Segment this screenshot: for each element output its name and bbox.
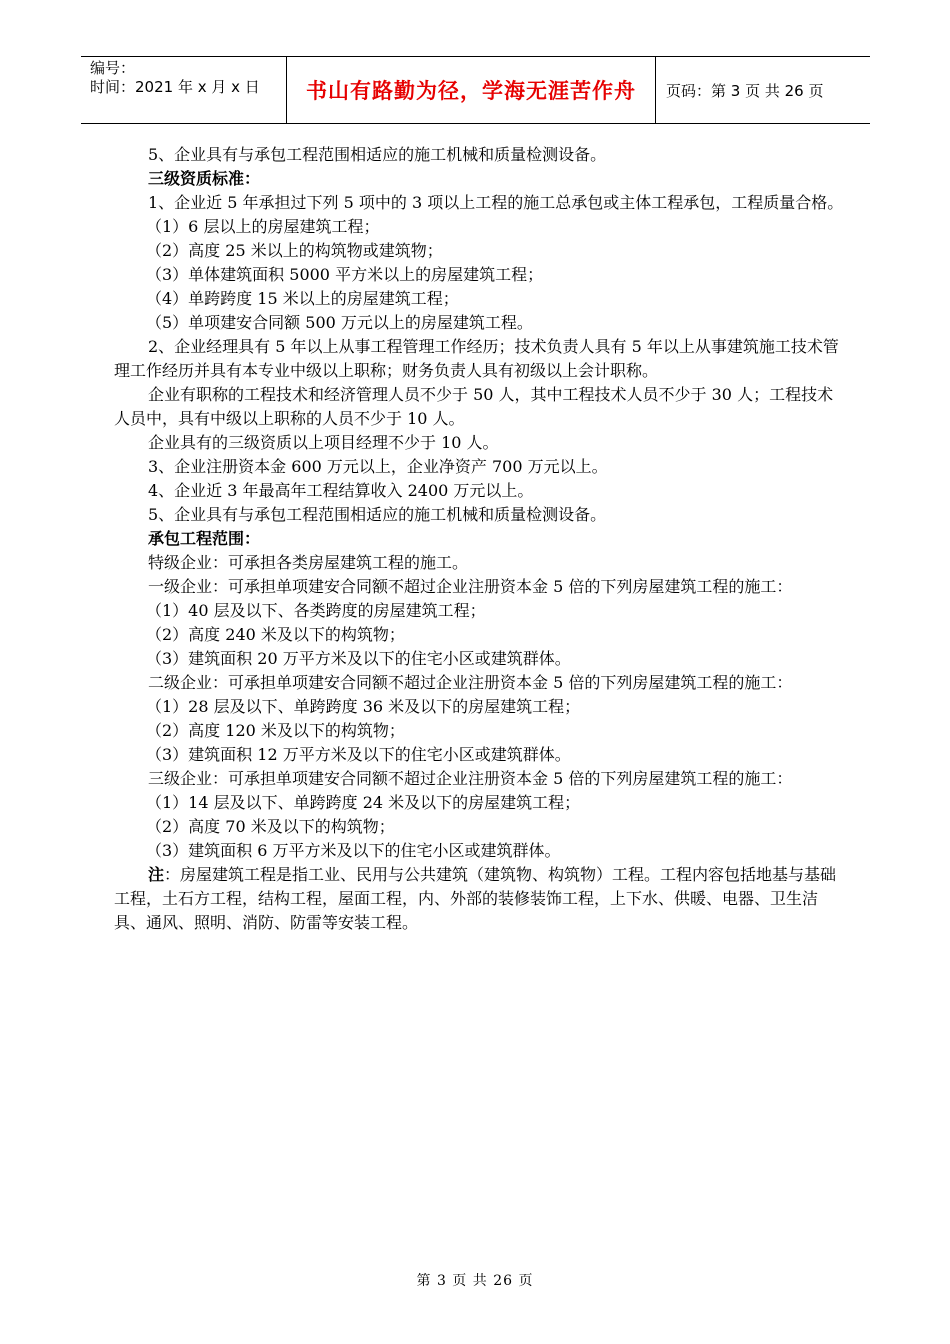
note-text: ：房屋建筑工程是指工业、民用与公共建筑（建筑物、构筑物）工程。工程内容包括地基与基础工程，土石方工程，结构工程，屋面工程，内、外部的装修装饰工程，上下水、供暖、电器、卫生洁具、通风、照明、消防、防雷等安装工程。	[114, 865, 837, 932]
paragraph: 企业有职称的工程技术和经济管理人员不少于 50 人，其中工程技术人员不少于 30 人；工程技术人员中，具有中级以上职称的人员不少于 10 人。	[114, 385, 834, 428]
paragraph: （1）6 层以上的房屋建筑工程；	[146, 217, 380, 236]
paragraph: 5、企业具有与承包工程范围相适应的施工机械和质量检测设备。	[148, 145, 607, 164]
paragraph: （3）建筑面积 6 万平方米及以下的住宅小区或建筑群体。	[146, 841, 561, 860]
section-heading: 承包工程范围：	[148, 529, 261, 548]
document-time: 时间：2021 年 x 月 x 日	[90, 78, 260, 96]
page-header	[81, 56, 870, 124]
paragraph: （3）单体建筑面积 5000 平方米以上的房屋建筑工程；	[146, 265, 544, 284]
paragraph: 三级企业：可承担单项建安合同额不超过企业注册资本金 5 倍的下列房屋建筑工程的施工：	[148, 769, 793, 788]
paragraph: （2）高度 70 米及以下的构筑物；	[146, 817, 395, 836]
paragraph: 2、企业经理具有 5 年以上从事工程管理工作经历；技术负责人具有 5 年以上从事建筑施工技术管理工作经历并具有本专业中级以上职称；财务负责人具有初级以上会计职称。	[114, 337, 839, 380]
note-label: 注	[148, 865, 165, 884]
paragraph: （1）28 层及以下、单跨跨度 36 米及以下的房屋建筑工程；	[146, 697, 581, 716]
paragraph: （2）高度 240 米及以下的构筑物；	[146, 625, 405, 644]
paragraph: 1、企业近 5 年承担过下列 5 项中的 3 项以上工程的施工总承包或主体工程承包，工程质量合格。	[148, 193, 844, 212]
paragraph: 特级企业：可承担各类房屋建筑工程的施工。	[148, 553, 469, 572]
paragraph: （2）高度 120 米及以下的构筑物；	[146, 721, 405, 740]
paragraph: （1）14 层及以下、单跨跨度 24 米及以下的房屋建筑工程；	[146, 793, 581, 812]
paragraph: （3）建筑面积 20 万平方米及以下的住宅小区或建筑群体。	[146, 649, 571, 668]
paragraph: 二级企业：可承担单项建安合同额不超过企业注册资本金 5 倍的下列房屋建筑工程的施工：	[148, 673, 793, 692]
paragraph: （4）单跨跨度 15 米以上的房屋建筑工程；	[146, 289, 459, 308]
header-motto: 书山有路勤为径，学海无涯苦作舟	[286, 57, 656, 123]
document-body	[114, 143, 844, 935]
paragraph: 4、企业近 3 年最高年工程结算收入 2400 万元以上。	[148, 481, 534, 500]
paragraph: 5、企业具有与承包工程范围相适应的施工机械和质量检测设备。	[148, 505, 607, 524]
paragraph: 3、企业注册资本金 600 万元以上，企业净资产 700 万元以上。	[148, 457, 608, 476]
section-heading: 三级资质标准：	[148, 169, 261, 188]
paragraph: （3）建筑面积 12 万平方米及以下的住宅小区或建筑群体。	[146, 745, 571, 764]
page-footer: 第 3 页 共 26 页	[416, 1273, 534, 1289]
header-meta	[81, 57, 286, 123]
paragraph: （1）40 层及以下、各类跨度的房屋建筑工程；	[146, 601, 486, 620]
paragraph: （2）高度 25 米以上的构筑物或建筑物；	[146, 241, 443, 260]
document-number-label: 编号：	[90, 59, 136, 77]
header-page-code: 页码：第 3 页 共 26 页	[666, 81, 824, 100]
paragraph: 一级企业：可承担单项建安合同额不超过企业注册资本金 5 倍的下列房屋建筑工程的施工：	[148, 577, 793, 596]
paragraph: （5）单项建安合同额 500 万元以上的房屋建筑工程。	[146, 313, 533, 332]
note-paragraph	[114, 863, 844, 935]
paragraph: 企业具有的三级资质以上项目经理不少于 10 人。	[148, 433, 499, 452]
